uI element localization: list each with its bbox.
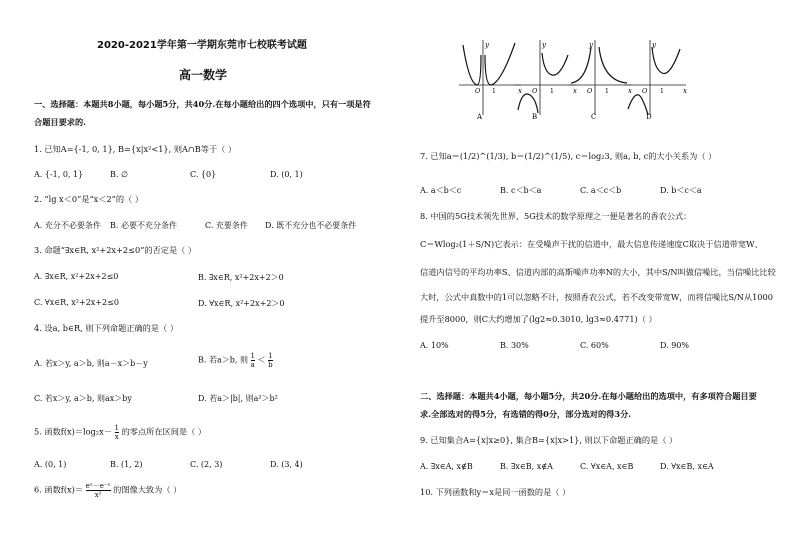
q4-option-d[interactable]: D. 若a＞|b|, 则a²＞b² (198, 394, 278, 403)
graph-a-x-label: x (518, 87, 522, 95)
q4-option-c[interactable]: C. 若x＞y, a＞b, 则ax＞by (34, 394, 132, 403)
section2-heading-cont: 求.全部选对的得5分，有选错的得0分，部分选对的得3分. (420, 409, 632, 419)
q9-option-c[interactable]: C. ∀x∈A, x∈B (580, 462, 634, 471)
graph-b-y-label: y (542, 41, 546, 49)
graph-b-x-label: x (573, 87, 577, 95)
q10-stem: 10. 下列函数和y＝x是同一函数的是（ ） (420, 487, 571, 497)
q3-option-a[interactable]: A. ∃x∈R, x²+2x+2≤0 (34, 272, 119, 281)
q5-option-b[interactable]: B. (1, 2) (110, 460, 143, 469)
q3-option-b[interactable]: B. ∃x∈R, x²+2x+2＞0 (198, 273, 284, 282)
q2-option-a[interactable]: A. 充分不必要条件 (34, 221, 101, 230)
graph-b-origin: O (532, 87, 538, 95)
q7-option-a[interactable]: A. a＜b＜c (420, 186, 462, 195)
q1-option-c[interactable]: C. {0} (190, 170, 217, 179)
q8-line4: 大时，公式中真数中的1可以忽略不计，按照香农公式，若不改变带宽W，而将信噪比S/N从1000 (420, 292, 773, 302)
exam-title: 2020-2021学年第一学期东莞市七校联考试题 (97, 40, 307, 51)
q4-option-b-text: B. 若a＞b, 则 (198, 355, 248, 365)
q8-line5: 提升至8000，则C大约增加了(lg2≈0.3010, lg3≈0.4771)（ ） (420, 314, 657, 324)
graph-c-y-label: y (589, 41, 593, 49)
q1-option-b[interactable]: B. ∅ (110, 170, 128, 179)
q8-line1: 8. 中国的5G技术领先世界，5G技术的数学原理之一便是著名的香农公式： (420, 211, 692, 221)
q8-option-c[interactable]: C. 60% (580, 341, 609, 350)
q1-stem: 1. 已知A={-1, 0, 1}, B={x|x²<1}, 则A∩B等于（ ） (34, 144, 237, 154)
q8-line2: C＝Wlog₂(1＋S/N)它表示：在受噪声干扰的信道中，最大信息传递速度C取决于信道带宽W、 (420, 239, 763, 249)
q3-option-d[interactable]: D. ∀x∈R, x²+2x+2＞0 (198, 299, 285, 308)
graph-a-label: A (477, 113, 483, 121)
q3-option-c[interactable]: C. ∀x∈R, x²+2x+2≤0 (34, 298, 119, 307)
graph-d-tick: 1 (660, 88, 664, 95)
graph-c-x-label: x (628, 87, 632, 95)
q2-stem: 2. “lg x＜0”是“x＜2”的（ ） (34, 194, 144, 204)
q2-option-b[interactable]: B. 必要不充分条件 (110, 221, 177, 230)
section1-heading-cont: 合题目要求的. (34, 117, 86, 127)
q2-option-c[interactable]: C. 充要条件 (205, 221, 248, 230)
graph-a-origin: O (475, 87, 481, 95)
q9-option-a[interactable]: A. ∃x∈A, x∉B (420, 462, 473, 471)
q6-stem-post: 的图像大致为（ ） (113, 484, 182, 495)
graph-c-label: C (591, 113, 597, 121)
graph-b-tick: 1 (550, 88, 554, 95)
graph-c-origin: O (587, 87, 593, 95)
q7-option-c[interactable]: C. a＜c＜b (580, 186, 622, 195)
q6-stem (34, 482, 181, 499)
graph-d[interactable] (620, 35, 690, 125)
q8-option-d[interactable]: D. 90% (660, 341, 689, 350)
q1-option-a[interactable]: A. {-1, 0, 1} (34, 170, 84, 179)
q7-stem: 7. 已知a＝(1/2)^(1/3), b＝(1/2)^(1/5), c＝log₂3, 则a, b, c的大小关系为（ ） (420, 151, 717, 161)
q4-option-b[interactable] (198, 352, 273, 369)
q1-option-d[interactable]: D. (0, 1) (270, 170, 303, 179)
section2-heading: 二、选择题：本题共4小题，每小题5分，共20分.在每小题给出的选项中，有多项符合题目要 (420, 391, 757, 401)
section1-heading: 一、选择题：本题共8小题，每小题5分，共40分.在每小题给出的四个选项中，只有一项是符 (34, 99, 371, 109)
q6-stem-pre: 6. 函数f(x)＝ (34, 484, 84, 495)
graph-a-y-label: y (485, 41, 489, 49)
q3-stem: 3. 命题“∃x∈R, x²+2x+2≤0”的否定是（ ） (34, 245, 197, 255)
q4-less-than: ＜ (257, 355, 266, 365)
q4-fraction-1-over-b: $\frac{1}{b}$ (268, 352, 273, 369)
q7-option-d[interactable]: D. b＜c＜a (660, 186, 702, 195)
q5-stem-post: 的零点所在区间是（ ） (121, 426, 207, 437)
q8-option-a[interactable]: A. 10% (420, 341, 449, 350)
subject-title: 高一数学 (179, 68, 228, 82)
q4-fraction-1-over-a: $\frac{1}{a}$ (250, 352, 255, 369)
q9-option-d[interactable]: D. ∀x∈B, x∈A (660, 462, 714, 471)
q5-stem (34, 424, 206, 441)
q5-option-a[interactable]: A. (0, 1) (34, 460, 67, 469)
q8-option-b[interactable]: B. 30% (500, 341, 529, 350)
graph-b-label: B (532, 113, 538, 121)
graph-d-x-label: x (683, 87, 687, 95)
graph-d-origin: O (642, 87, 648, 95)
q5-option-d[interactable]: D. (3, 4) (270, 460, 303, 469)
q4-stem: 4. 设a, b∈R, 则下列命题正确的是（ ） (34, 323, 179, 333)
graph-d-label: D (646, 113, 652, 121)
q8-line3: 信道内信号的平均功率S、信道内部的高斯噪声功率N的大小，其中S/N叫做信噪比，当信噪比比较 (420, 267, 776, 277)
q6-fraction: $\frac{\text{eˣ－e⁻ˣ}}{\text{x²}}$ (85, 482, 111, 499)
graph-a-tick: 1 (492, 88, 496, 95)
q9-stem: 9. 已知集合A={x|x≥0}, 集合B={x|x>1}, 则以下命题正确的是（ ） (420, 435, 678, 445)
graph-d-y-label: y (652, 41, 656, 49)
q4-option-a[interactable]: A. 若x＞y, a＞b, 则a－x＞b－y (34, 359, 148, 368)
q2-option-d[interactable]: D. 既不充分也不必要条件 (265, 221, 357, 230)
graph-c-tick: 1 (605, 88, 609, 95)
q5-stem-pre: 5. 函数f(x)＝log₂x－ (34, 426, 112, 437)
q5-option-c[interactable]: C. (2, 3) (190, 460, 223, 469)
q9-option-b[interactable]: B. ∃x∈B, x∉A (500, 462, 553, 471)
q7-option-b[interactable]: B. c＜b＜a (500, 186, 542, 195)
q5-fraction: $\frac{1}{x}$ (114, 424, 119, 441)
